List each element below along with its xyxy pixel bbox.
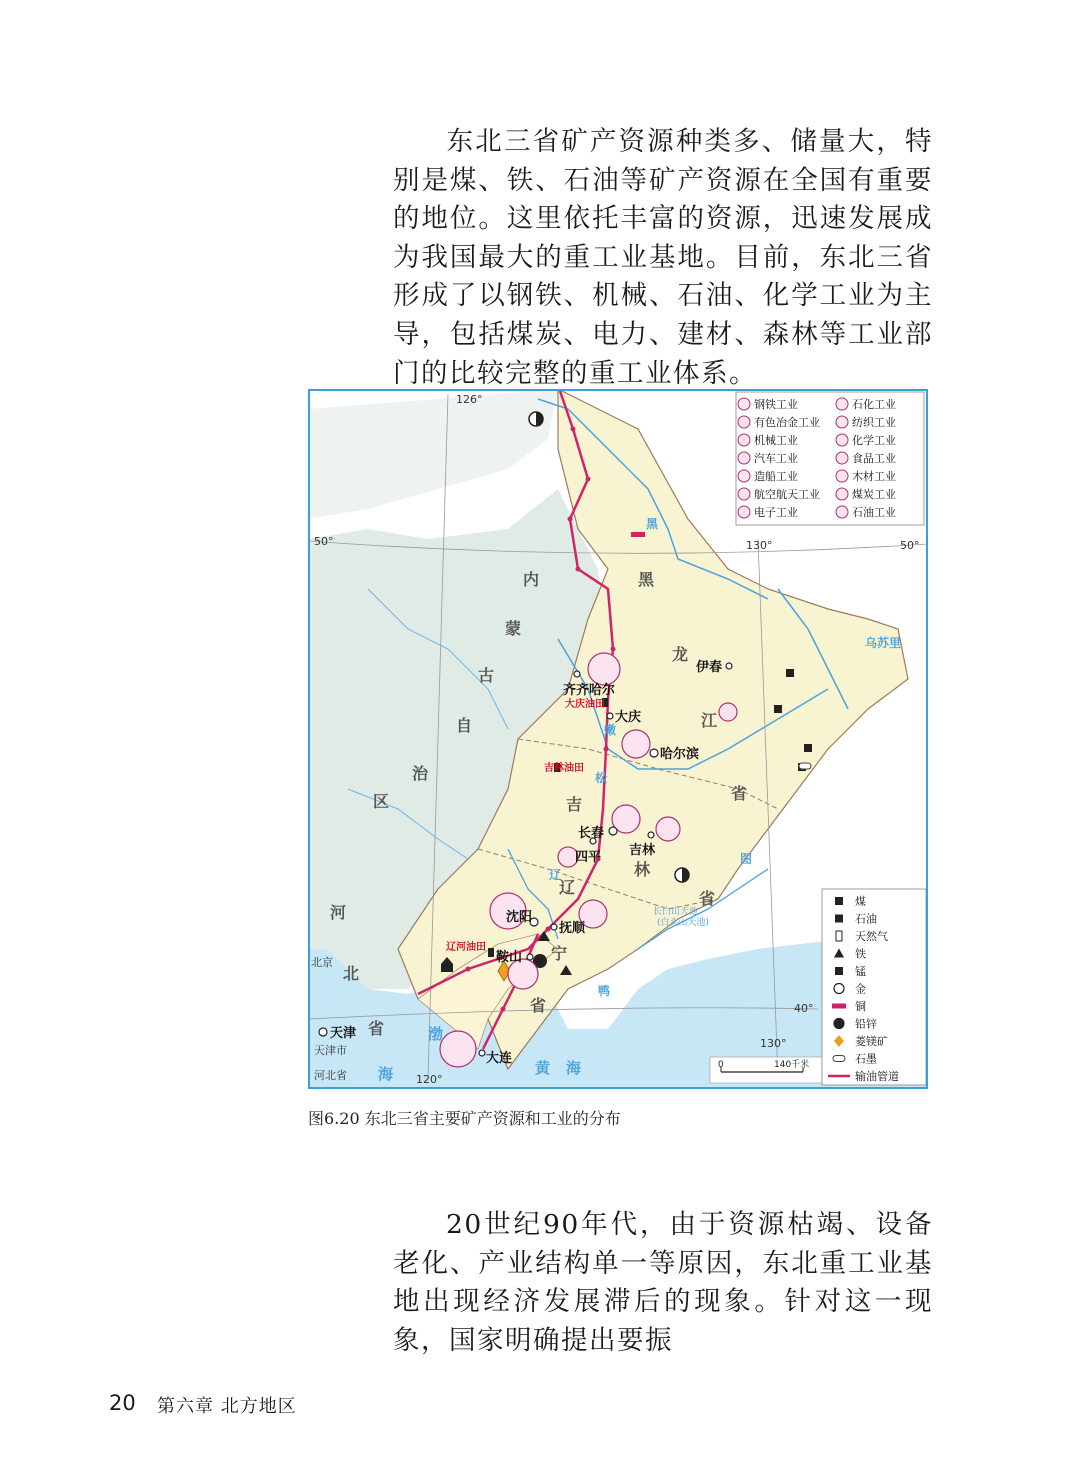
industry-legend-symbol bbox=[836, 470, 848, 482]
mineral-legend-label: 铜 bbox=[855, 1000, 866, 1013]
industry-legend-symbol bbox=[836, 416, 848, 428]
grid-label: 130° bbox=[746, 539, 773, 552]
region-label: 天津市 bbox=[314, 1044, 347, 1057]
chapter-title: 第六章 北方地区 bbox=[157, 1396, 297, 1417]
paragraph-2: 20世纪90年代，由于资源枯竭、设备老化、产业结构单一等原因，东北重工业基地出现经济发展滞后的现象。针对这一现象，国家明确提出要振 bbox=[393, 1209, 933, 1356]
river-label: 松 bbox=[595, 771, 608, 785]
mineral-legend-symbol bbox=[833, 1056, 845, 1062]
region-label: 自 bbox=[456, 716, 473, 735]
industry-legend-symbol bbox=[738, 434, 750, 446]
city-point bbox=[648, 832, 654, 838]
mineral-legend-label: 菱镁矿 bbox=[855, 1035, 888, 1048]
city-point bbox=[607, 713, 613, 719]
city-point bbox=[319, 1028, 327, 1036]
region-label: 北京 bbox=[311, 956, 333, 969]
industry-legend-label: 航空航天工业 bbox=[754, 488, 820, 501]
mineral-legend-label: 煤 bbox=[855, 895, 866, 908]
region-label: 宁 bbox=[551, 944, 568, 963]
city-point bbox=[479, 1050, 485, 1056]
region-label: 古 bbox=[478, 666, 495, 685]
industry-legend-label: 电子工业 bbox=[754, 506, 798, 519]
coal-marker bbox=[804, 744, 812, 752]
river-label: 黑 bbox=[646, 517, 659, 531]
sea-label: 渤 bbox=[428, 1025, 444, 1043]
industry-center-dalian bbox=[440, 1031, 476, 1067]
paragraph-1: 东北三省矿产资源种类多、储量大，特别是煤、铁、石油等矿产资源在全国有重要的地位。这里依托丰富的资源，迅速发展成为我国最大的重工业基地。目前，东北三省形成了以钢铁、机械、石油、化学工业为主导，包括煤炭、电力、建材、森林等工业部门的比较完整的重工业体系。 bbox=[393, 126, 933, 389]
mineral-legend-label: 金 bbox=[855, 982, 866, 996]
industry-legend-symbol bbox=[738, 398, 750, 410]
river-label: 鸭 bbox=[598, 984, 611, 998]
region-label: 河 bbox=[330, 903, 347, 922]
mineral-legend-label: 天然气 bbox=[855, 930, 888, 943]
industry-legend bbox=[736, 392, 924, 525]
industry-legend-symbol bbox=[738, 452, 750, 464]
industry-center-jilin bbox=[656, 817, 680, 841]
industry-legend-symbol bbox=[836, 488, 848, 500]
industry-legend-label: 纺织工业 bbox=[852, 416, 896, 429]
mineral-legend-label: 铅锌 bbox=[855, 1017, 877, 1031]
sea-label: 海 bbox=[378, 1065, 394, 1083]
industry-legend-label: 汽车工业 bbox=[754, 452, 798, 465]
oilfield-label-daqing: 大庆油田 bbox=[565, 699, 605, 710]
mountain-label: 长白山天池 bbox=[653, 907, 699, 917]
industry-legend-label: 煤炭工业 bbox=[852, 488, 896, 501]
industry-legend-symbol bbox=[738, 488, 750, 500]
industry-legend-symbol bbox=[836, 398, 848, 410]
industry-legend-symbol bbox=[836, 452, 848, 464]
city-label-qiqihar: 齐齐哈尔 bbox=[563, 683, 616, 698]
industry-legend-label: 机械工业 bbox=[754, 434, 798, 447]
mineral-legend-symbol bbox=[835, 967, 843, 975]
city-point bbox=[527, 954, 533, 960]
mineral-legend bbox=[822, 889, 926, 1085]
industry-legend-symbol bbox=[738, 416, 750, 428]
region-label: 蒙 bbox=[505, 619, 522, 638]
mineral-legend-label: 石墨 bbox=[855, 1052, 877, 1066]
region-label: 内 bbox=[523, 570, 540, 589]
industry-legend-label: 钢铁工业 bbox=[754, 398, 798, 411]
industry-center-yichun bbox=[719, 703, 737, 721]
river-label: 嫩 bbox=[604, 723, 617, 737]
grid-label: 40° bbox=[794, 1002, 814, 1015]
mineral-legend-label: 输油管道 bbox=[855, 1070, 899, 1083]
city-label-jilin: 吉林 bbox=[629, 843, 656, 858]
river-label: 图 bbox=[740, 852, 753, 866]
mineral-legend-symbol bbox=[834, 1019, 844, 1029]
region-label: 省 bbox=[368, 1019, 385, 1038]
city-label-dalian: 大连 bbox=[486, 1051, 513, 1066]
region-label: 辽 bbox=[559, 878, 576, 897]
oilfield-label-jilin: 吉林油田 bbox=[544, 763, 584, 774]
mineral-legend-label: 锰 bbox=[855, 965, 866, 978]
mineral-legend-label: 石油 bbox=[855, 912, 877, 926]
region-label: 林 bbox=[634, 860, 651, 879]
city-label-changchun: 长春 bbox=[578, 826, 605, 841]
city-label-tianjin: 天津 bbox=[330, 1026, 357, 1041]
industry-legend-symbol bbox=[738, 470, 750, 482]
region-label: 黑 bbox=[638, 570, 655, 589]
scale-bar bbox=[710, 1057, 822, 1083]
industry-center-harbin bbox=[622, 730, 650, 758]
region-label: 治 bbox=[412, 764, 429, 783]
region-label: 省 bbox=[699, 889, 716, 908]
mineral-legend-symbol bbox=[834, 984, 844, 994]
city-point bbox=[551, 924, 557, 930]
industry-legend-label: 化学工业 bbox=[852, 434, 896, 447]
city-label-anshan: 鞍山 bbox=[496, 950, 523, 965]
coal-marker bbox=[774, 705, 782, 713]
city-point bbox=[609, 827, 617, 835]
mineral-legend-symbol bbox=[836, 931, 842, 941]
mineral-legend-symbol bbox=[835, 915, 843, 923]
grid-label: 120° bbox=[416, 1073, 443, 1086]
river-label: 辽 bbox=[549, 868, 562, 882]
mountain-label-sub: (白头山天池) bbox=[657, 918, 710, 928]
page-number: 20 bbox=[109, 1391, 136, 1415]
oilfield-label-liaohe: 辽河油田 bbox=[446, 942, 486, 953]
industry-center-qiqihar bbox=[588, 653, 620, 685]
coal-marker bbox=[786, 669, 794, 677]
city-label-fushun: 抚顺 bbox=[559, 921, 586, 936]
region-label: 北 bbox=[343, 964, 360, 983]
grid-label: 130° bbox=[760, 1037, 787, 1050]
city-point bbox=[574, 671, 580, 677]
grid-label: 126° bbox=[456, 393, 483, 406]
industry-legend-symbol bbox=[836, 506, 848, 518]
oil-marker bbox=[488, 948, 494, 957]
region-label: 省 bbox=[530, 996, 547, 1015]
industry-legend-label: 有色冶金工业 bbox=[754, 416, 820, 429]
industry-legend-symbol bbox=[738, 506, 750, 518]
city-label-shenyang: 沈阳 bbox=[506, 910, 533, 925]
grid-label: 50° bbox=[314, 535, 334, 548]
city-label-daqing: 大庆 bbox=[615, 710, 642, 725]
city-point bbox=[650, 749, 658, 757]
grid-label: 50° bbox=[900, 539, 920, 552]
region-label: 省 bbox=[731, 784, 748, 803]
mineral-legend-symbol bbox=[835, 897, 843, 905]
city-label-siping: 四平 bbox=[575, 850, 602, 865]
region-label: 河北省 bbox=[314, 1069, 347, 1082]
scale-value: 140千米 bbox=[774, 1060, 810, 1070]
mineral-legend-symbol bbox=[832, 1004, 846, 1009]
city-point bbox=[726, 663, 732, 669]
river-label: 乌苏里 bbox=[865, 636, 902, 650]
industry-legend-label: 石油工业 bbox=[852, 506, 896, 519]
city-label-yichun: 伊春 bbox=[696, 660, 723, 675]
city-label-harbin: 哈尔滨 bbox=[660, 747, 700, 762]
region-label: 区 bbox=[373, 792, 390, 811]
graphite-marker bbox=[799, 763, 811, 769]
resource-industry-map bbox=[308, 389, 928, 1089]
mineral-legend-label: 铁 bbox=[855, 947, 866, 961]
industry-legend-symbol bbox=[836, 434, 848, 446]
copper-marker bbox=[631, 532, 645, 537]
industry-legend-label: 食品工业 bbox=[852, 452, 896, 465]
industry-legend-label: 造船工业 bbox=[754, 470, 798, 483]
industry-legend-label: 石化工业 bbox=[852, 398, 896, 411]
region-label: 龙 bbox=[672, 645, 689, 664]
sea-label: 海 bbox=[566, 1059, 582, 1077]
industry-legend-label: 木材工业 bbox=[852, 470, 896, 483]
region-label: 吉 bbox=[566, 795, 583, 814]
scale-zero: 0 bbox=[718, 1060, 724, 1070]
region-label: 江 bbox=[701, 711, 718, 730]
sea-label: 黄 bbox=[535, 1059, 551, 1077]
figure-caption: 图6.20 东北三省主要矿产资源和工业的分布 bbox=[308, 1109, 621, 1128]
